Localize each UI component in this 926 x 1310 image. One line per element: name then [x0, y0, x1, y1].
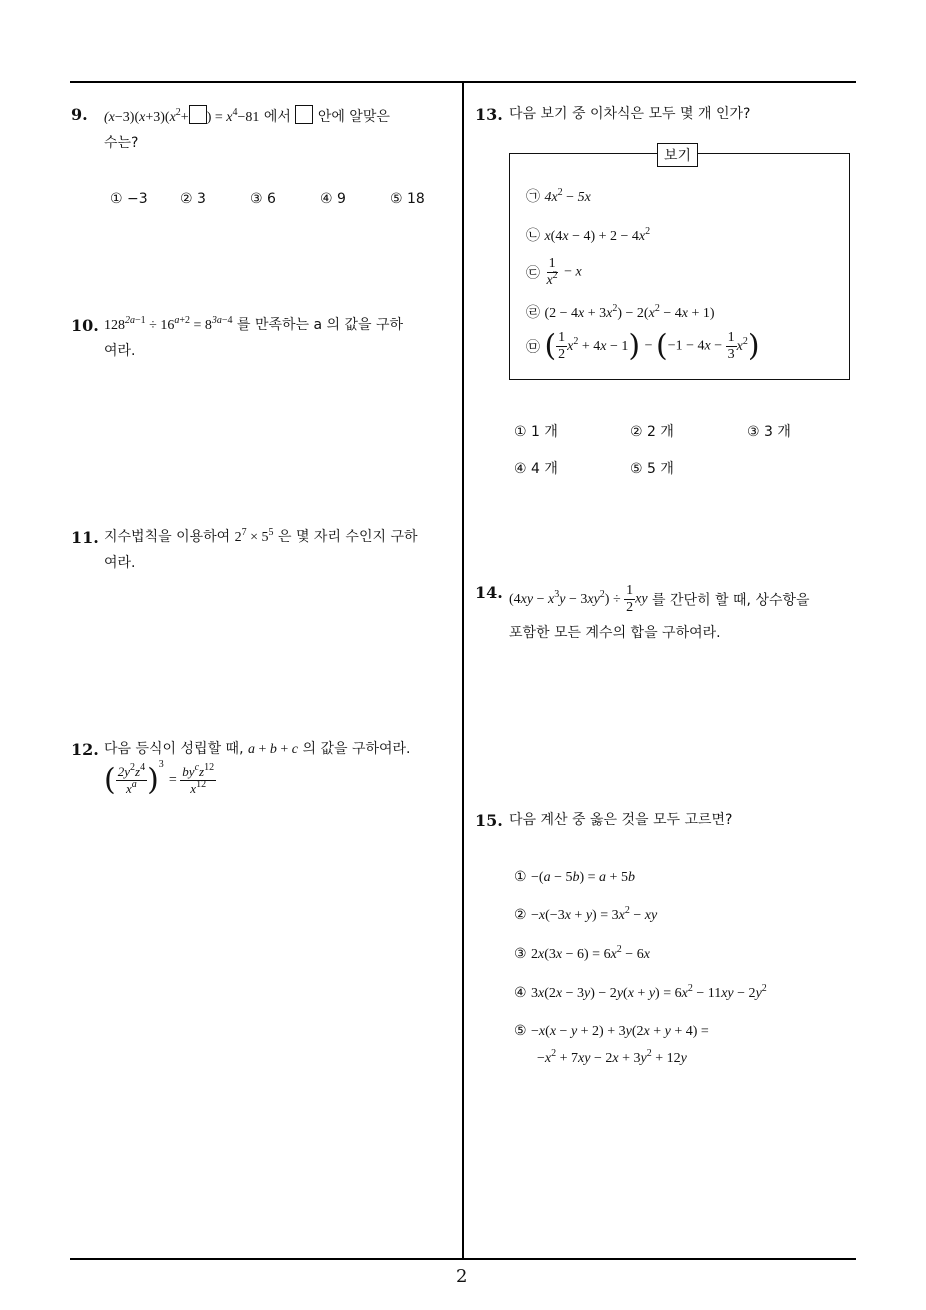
bogi-item-5: ㉤ ( $\frac{1}{2}$ $x^2 + 4x - 1) - (-1 - 4x$ − $\frac{1}{3}$ $x^2$)	[526, 328, 760, 364]
q15-option-4[interactable]: ④ $3x(2x - 3y) - 2y(x + y) = 6x^2 - 11xy - 2y^2$	[514, 983, 767, 1001]
question-9-math: $(x-3)(x+3)(x^2+$ ) = $x^4-81$	[104, 107, 260, 125]
question-14-number: 14.	[475, 583, 503, 602]
question-11-text: 지수법칙을 이용하여 $2^7 \times 5^5$ 은 몇 자리 수인지 구하	[104, 527, 418, 545]
q13-choice-3[interactable]: ③ 3 개	[747, 424, 791, 440]
q9-choice-2[interactable]: ② 3	[180, 191, 206, 207]
question-12-equation: ( $\frac{2y^2z^4}{x^a}$ )$^3$ = $\frac{by^cz^{12}}{x^{12}}$	[104, 759, 215, 798]
question-15-number: 15.	[475, 811, 503, 830]
bogi-item-3: ㉢ $\frac{1}{x^2}$ − x	[526, 256, 582, 288]
q9-choice-5[interactable]: ⑤ 18	[390, 191, 425, 207]
question-10-math: $128^{2a-1} \div 16^{a+2} = 8^{3a-4}$	[104, 315, 233, 333]
question-14-text: $(4xy - x^3y - 3xy^2)$ ÷ $\frac{1}{2}$ xy 를 간단히 할 때, 상수항을	[509, 583, 810, 615]
q15-option-1[interactable]: ① −(a − 5b) = a + 5b	[514, 869, 635, 885]
question-10-text-line2: 여라.	[104, 343, 136, 359]
question-9-text-line2: 수는?	[104, 135, 139, 151]
question-15-text: 다음 계산 중 옳은 것을 모두 고르면?	[509, 812, 733, 828]
blank-box	[295, 105, 313, 124]
q9-choice-4[interactable]: ④ 9	[320, 191, 346, 207]
q9-choice-1[interactable]: ① −3	[110, 191, 148, 207]
bottom-rule	[70, 1258, 856, 1260]
question-11-math: $2^7 \times 5^5$	[234, 527, 274, 545]
question-11-text-line2: 여라.	[104, 555, 136, 571]
q15-option-5-line2: $-x^2 + 7xy - 2x + 3y^2 + 12y$	[537, 1048, 687, 1066]
q15-option-2[interactable]: ② $-x(-3x + y) = 3x^2$ − xy	[514, 905, 658, 923]
question-9-text: $(x-3)(x+3)(x^2+$ ) = $x^4-81$ 에서 안에 알맞은	[104, 107, 390, 125]
question-12-text: 다음 등식이 성립할 때, a + b + c 의 값을 구하여라.	[104, 741, 411, 757]
column-divider	[462, 81, 464, 1259]
question-11-number: 11.	[71, 528, 99, 547]
q13-choice-4[interactable]: ④ 4 개	[514, 461, 558, 477]
q9-choice-3[interactable]: ③ 6	[250, 191, 276, 207]
page-number: 2	[456, 1266, 468, 1287]
bogi-label: 보기	[657, 143, 698, 167]
q15-option-3[interactable]: ③ $2x(3x - 6) = 6x^2 - 6x$	[514, 944, 650, 962]
bogi-item-1: ㉠ $4x^2 - 5x$	[526, 187, 591, 205]
question-10-text: $128^{2a-1} \div 16^{a+2} = 8^{3a-4}$ 를 만족하는 a 의 값을 구하	[104, 315, 404, 333]
question-9-number: 9.	[71, 105, 88, 124]
question-12-math-inline: a + b + c	[247, 742, 299, 757]
q13-choice-2[interactable]: ② 2 개	[630, 424, 674, 440]
blank-box	[189, 105, 207, 124]
q13-choice-1[interactable]: ① 1 개	[514, 424, 558, 440]
question-13-number: 13.	[475, 105, 503, 124]
q15-option-5[interactable]: ⑤ −x(x − y + 2) + 3y(2x + y + 4) =	[514, 1023, 709, 1039]
question-10-number: 10.	[71, 316, 99, 335]
bogi-item-2: ㉡ $x(4x - 4) + 2 - 4x^2$	[526, 226, 651, 244]
question-12-number: 12.	[71, 740, 99, 759]
bogi-item-4: ㉣ $(2 - 4x + 3x^2) - 2(x^2 - 4x + 1)$	[526, 303, 715, 321]
q13-choice-5[interactable]: ⑤ 5 개	[630, 461, 674, 477]
question-14-text-line2: 포함한 모든 계수의 합을 구하여라.	[509, 625, 721, 641]
question-13-text: 다음 보기 중 이차식은 모두 몇 개 인가?	[509, 106, 751, 122]
